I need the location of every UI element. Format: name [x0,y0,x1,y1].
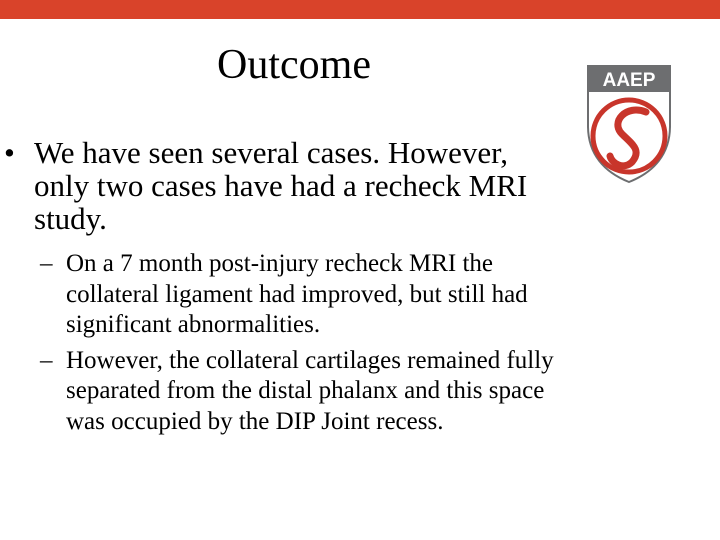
logo-text: AAEP [602,70,656,91]
sub-bullet-marker: – [40,346,53,374]
slide-title: Outcome [217,42,371,88]
slide-body [0,136,575,442]
top-accent-bar [0,0,720,19]
sub-bullet-item [40,249,565,341]
aaep-logo [586,64,672,184]
bullet-text: We have seen several cases. However, only two cases have had a recheck MRI study. [34,135,528,236]
sub-bullet-list [0,249,575,437]
sub-bullet-item [40,346,565,438]
sub-bullet-text: However, the collateral cartilages remained fully separated from the distal phalanx and this space was occupied by the DIP Joint recess. [66,346,554,435]
sub-bullet-marker: – [40,250,53,277]
aaep-logo-graphic [586,64,672,184]
bullet-marker: • [4,135,15,170]
sub-bullet-text: On a 7 month post-injury recheck MRI the collateral ligament had improved, but still had significant abnormalities. [66,250,528,338]
bullet-item [4,135,565,236]
